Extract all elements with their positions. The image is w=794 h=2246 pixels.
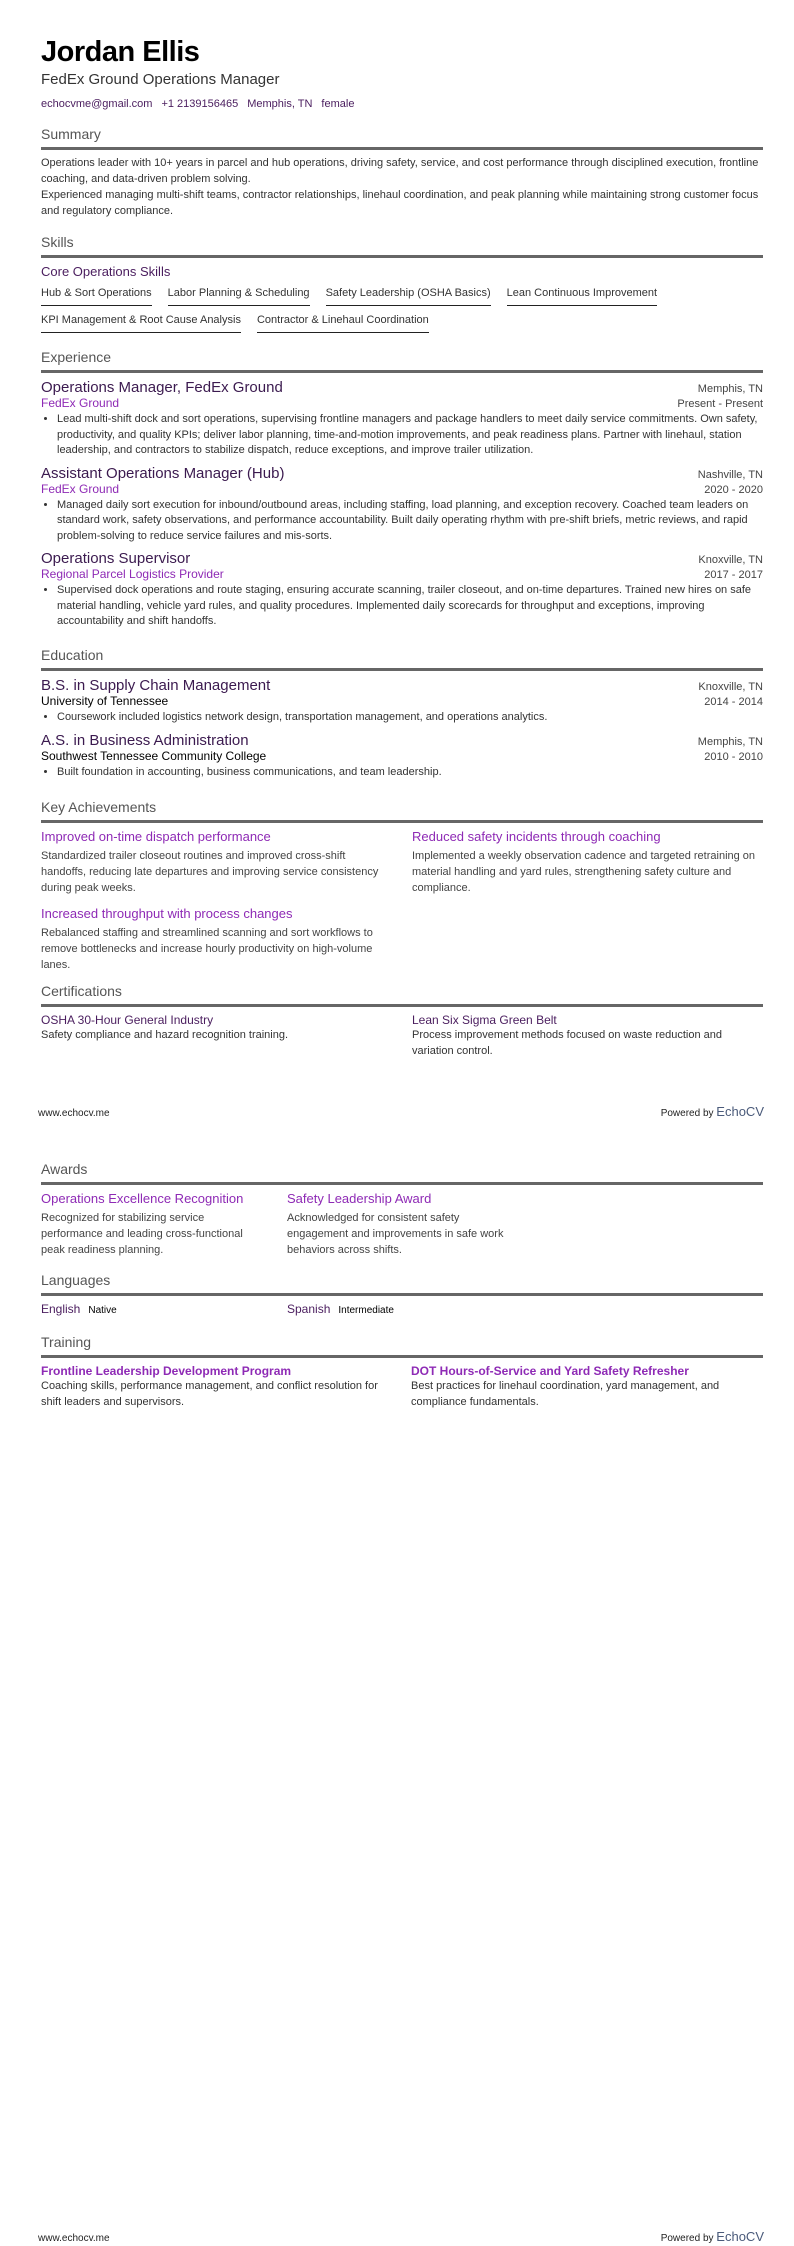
page-footer bbox=[38, 2229, 764, 2244]
skills-section bbox=[41, 234, 763, 337]
achievement-title: Improved on-time dispatch performance bbox=[41, 829, 271, 844]
job-company: Regional Parcel Logistics Provider bbox=[41, 567, 224, 581]
certification-title: Lean Six Sigma Green Belt bbox=[412, 1013, 557, 1027]
skill-item: Lean Continuous Improvement bbox=[507, 283, 657, 306]
achievement-desc: Rebalanced staffing and streamlined scanning and sort workflows to remove bottlenecks and increase hourly productivity on high-volume lanes. bbox=[41, 927, 373, 971]
footer-url[interactable]: www.echocv.me bbox=[38, 1108, 110, 1119]
contact-email[interactable]: echocvme@gmail.com bbox=[41, 98, 153, 110]
job-location: Memphis, TN bbox=[697, 383, 763, 395]
certifications-section bbox=[41, 983, 763, 1059]
achievement-desc: Implemented a weekly observation cadence and targeted retraining on material handling and yard rules, strengthening safety culture and compliance. bbox=[412, 850, 756, 894]
resume-header bbox=[41, 36, 763, 112]
job-location: Knoxville, TN bbox=[698, 554, 763, 566]
experience-section bbox=[41, 349, 763, 636]
job-company: FedEx Ground bbox=[41, 481, 120, 496]
job-entry bbox=[41, 465, 763, 545]
job-title: Operations Manager, FedEx Ground bbox=[41, 379, 283, 396]
education-dates: 2014 - 2014 bbox=[704, 696, 763, 708]
candidate-name: Jordan Ellis bbox=[41, 36, 200, 68]
contact-phone[interactable]: +1 2139156465 bbox=[161, 98, 239, 110]
education-location: Memphis, TN bbox=[697, 735, 763, 748]
training-title: Frontline Leadership Development Program bbox=[41, 1364, 292, 1378]
section-divider bbox=[41, 1293, 763, 1296]
skill-item: Hub & Sort Operations bbox=[41, 283, 152, 306]
achievements-section bbox=[41, 799, 763, 973]
job-title: Assistant Operations Manager (Hub) bbox=[41, 464, 285, 482]
section-heading: Skills bbox=[41, 234, 74, 250]
language-item bbox=[41, 1302, 287, 1316]
page-footer bbox=[38, 1104, 764, 1119]
section-heading: Training bbox=[41, 1334, 92, 1350]
section-divider bbox=[41, 370, 763, 373]
certification-desc: Process improvement methods focused on waste reduction and variation control. bbox=[412, 1029, 722, 1057]
section-heading: Summary bbox=[41, 126, 101, 142]
language-item bbox=[287, 1302, 533, 1316]
job-dates: 2020 - 2020 bbox=[704, 483, 763, 496]
summary-paragraph: Experienced managing multi-shift teams, contractor relationships, linehaul coordination, and peak planning while maintaining strong customer focus and regulatory compliance. bbox=[41, 189, 759, 217]
skills-list bbox=[41, 283, 763, 337]
section-heading: Education bbox=[41, 647, 104, 663]
award-item bbox=[287, 1185, 513, 1258]
footer-powered-by: Powered by bbox=[660, 2233, 714, 2244]
achievement-title: Increased throughput with process changes bbox=[41, 906, 293, 921]
footer-powered-by: Powered by bbox=[660, 1108, 714, 1119]
education-bullet: • Built foundation in accounting, business communications, and team leadership. bbox=[57, 765, 763, 781]
section-divider bbox=[41, 255, 763, 258]
job-bullet: • Supervised dock operations and route staging, ensuring accurate scanning, trailer closeout, and on-time departures. Trained new hires on safe material handling, vehicle yard rules, and quality procedures. Implemented daily scorecards for throughput and exceptions, improving accountability and shift handoffs. bbox=[57, 583, 763, 630]
footer-brand-logo[interactable]: EchoCV bbox=[716, 2229, 764, 2244]
education-entry bbox=[41, 732, 763, 781]
award-desc: Acknowledged for consistent safety engagement and improvements in safe work behaviors across shifts. bbox=[287, 1212, 504, 1256]
education-entry bbox=[41, 677, 763, 726]
certification-title: OSHA 30-Hour General Industry bbox=[41, 1013, 214, 1027]
job-bullet: • Lead multi-shift dock and sort operations, supervising frontline managers and package handlers to meet daily service commitments. Own safety, productivity, and quality KPIs; deliver labor planning, time-and-motion improvements, and peak readiness plans. Partner with linehaul, station leadership, and contractors to stabilize dispatch, reduce exceptions, and improve trailer utilization. bbox=[57, 412, 763, 459]
job-location: Nashville, TN bbox=[697, 468, 763, 481]
training-title: DOT Hours-of-Service and Yard Safety Refresher bbox=[411, 1364, 689, 1378]
language-level: Native bbox=[88, 1305, 117, 1316]
section-divider bbox=[41, 668, 763, 671]
candidate-title: FedEx Ground Operations Manager bbox=[41, 71, 280, 88]
section-heading: Certifications bbox=[41, 983, 122, 999]
training-desc: Best practices for linehaul coordination, yard management, and compliance fundamentals. bbox=[411, 1380, 720, 1408]
section-heading: Experience bbox=[41, 349, 112, 365]
section-divider bbox=[41, 147, 763, 150]
education-dates: 2010 - 2010 bbox=[704, 750, 763, 763]
training-item bbox=[411, 1358, 763, 1410]
skills-group-title: Core Operations Skills bbox=[41, 264, 171, 279]
languages-section bbox=[41, 1272, 763, 1316]
section-heading: Languages bbox=[41, 1272, 111, 1288]
skill-item: Labor Planning & Scheduling bbox=[168, 283, 310, 306]
job-dates: Present - Present bbox=[677, 398, 763, 410]
school: Southwest Tennessee Community College bbox=[41, 748, 267, 763]
award-title: Safety Leadership Award bbox=[287, 1191, 432, 1206]
contact-info bbox=[41, 94, 763, 112]
awards-section bbox=[41, 1161, 763, 1258]
training-item bbox=[41, 1358, 393, 1410]
job-entry bbox=[41, 550, 763, 630]
skill-item: Safety Leadership (OSHA Basics) bbox=[326, 283, 491, 306]
job-dates: 2017 - 2017 bbox=[704, 569, 763, 581]
degree: B.S. in Supply Chain Management bbox=[41, 677, 271, 694]
footer-brand-logo[interactable]: EchoCV bbox=[716, 1104, 764, 1119]
job-company: FedEx Ground bbox=[41, 396, 120, 410]
job-entry bbox=[41, 379, 763, 459]
achievement-item bbox=[41, 900, 392, 973]
achievement-desc: Standardized trailer closeout routines and improved cross-shift handoffs, reducing late departures and improving service consistency during peak weeks. bbox=[41, 850, 379, 894]
education-bullet: • Coursework included logistics network design, transportation management, and operations analytics. bbox=[57, 710, 763, 726]
section-heading: Awards bbox=[41, 1161, 88, 1177]
skill-item: Contractor & Linehaul Coordination bbox=[257, 310, 429, 333]
education-location: Knoxville, TN bbox=[698, 681, 763, 693]
contact-location: Memphis, TN bbox=[247, 98, 313, 110]
degree: A.S. in Business Administration bbox=[41, 731, 249, 749]
school: University of Tennessee bbox=[41, 694, 169, 708]
training-desc: Coaching skills, performance management, and conflict resolution for shift leaders and supervisors. bbox=[41, 1380, 378, 1408]
language-name: Spanish bbox=[287, 1302, 331, 1316]
award-item bbox=[41, 1185, 267, 1258]
footer-url[interactable]: www.echocv.me bbox=[38, 2233, 110, 2244]
certification-item bbox=[412, 1007, 763, 1059]
achievement-title: Reduced safety incidents through coaching bbox=[412, 829, 661, 844]
training-section bbox=[41, 1334, 763, 1410]
job-title: Operations Supervisor bbox=[41, 550, 191, 567]
achievement-item bbox=[41, 823, 392, 896]
education-section bbox=[41, 647, 763, 786]
achievement-item bbox=[412, 823, 763, 896]
summary-section bbox=[41, 126, 763, 219]
skill-item: KPI Management & Root Cause Analysis bbox=[41, 310, 241, 333]
section-heading: Key Achievements bbox=[41, 799, 157, 815]
job-bullet: • Managed daily sort execution for inbound/outbound areas, including staffing, load planning, and exception recovery. Coached team leaders on standard work, safety observations, and performance accountability. Built daily operating rhythm with pre-shift briefs, metric reviews, and rapid problem-solving to reduce service failures and mis-sorts. bbox=[57, 498, 763, 545]
contact-gender: female bbox=[321, 98, 355, 110]
summary-paragraph: Operations leader with 10+ years in parcel and hub operations, driving safety, service, and cost performance through disciplined execution, frontline coaching, and data-driven problem solving. bbox=[41, 157, 759, 185]
award-title: Operations Excellence Recognition bbox=[41, 1191, 244, 1206]
certification-item bbox=[41, 1007, 392, 1059]
language-name: English bbox=[41, 1302, 81, 1316]
certification-desc: Safety compliance and hazard recognition training. bbox=[41, 1029, 289, 1041]
award-desc: Recognized for stabilizing service performance and leading cross-functional peak readiness planning. bbox=[41, 1212, 243, 1256]
language-level: Intermediate bbox=[338, 1305, 394, 1316]
